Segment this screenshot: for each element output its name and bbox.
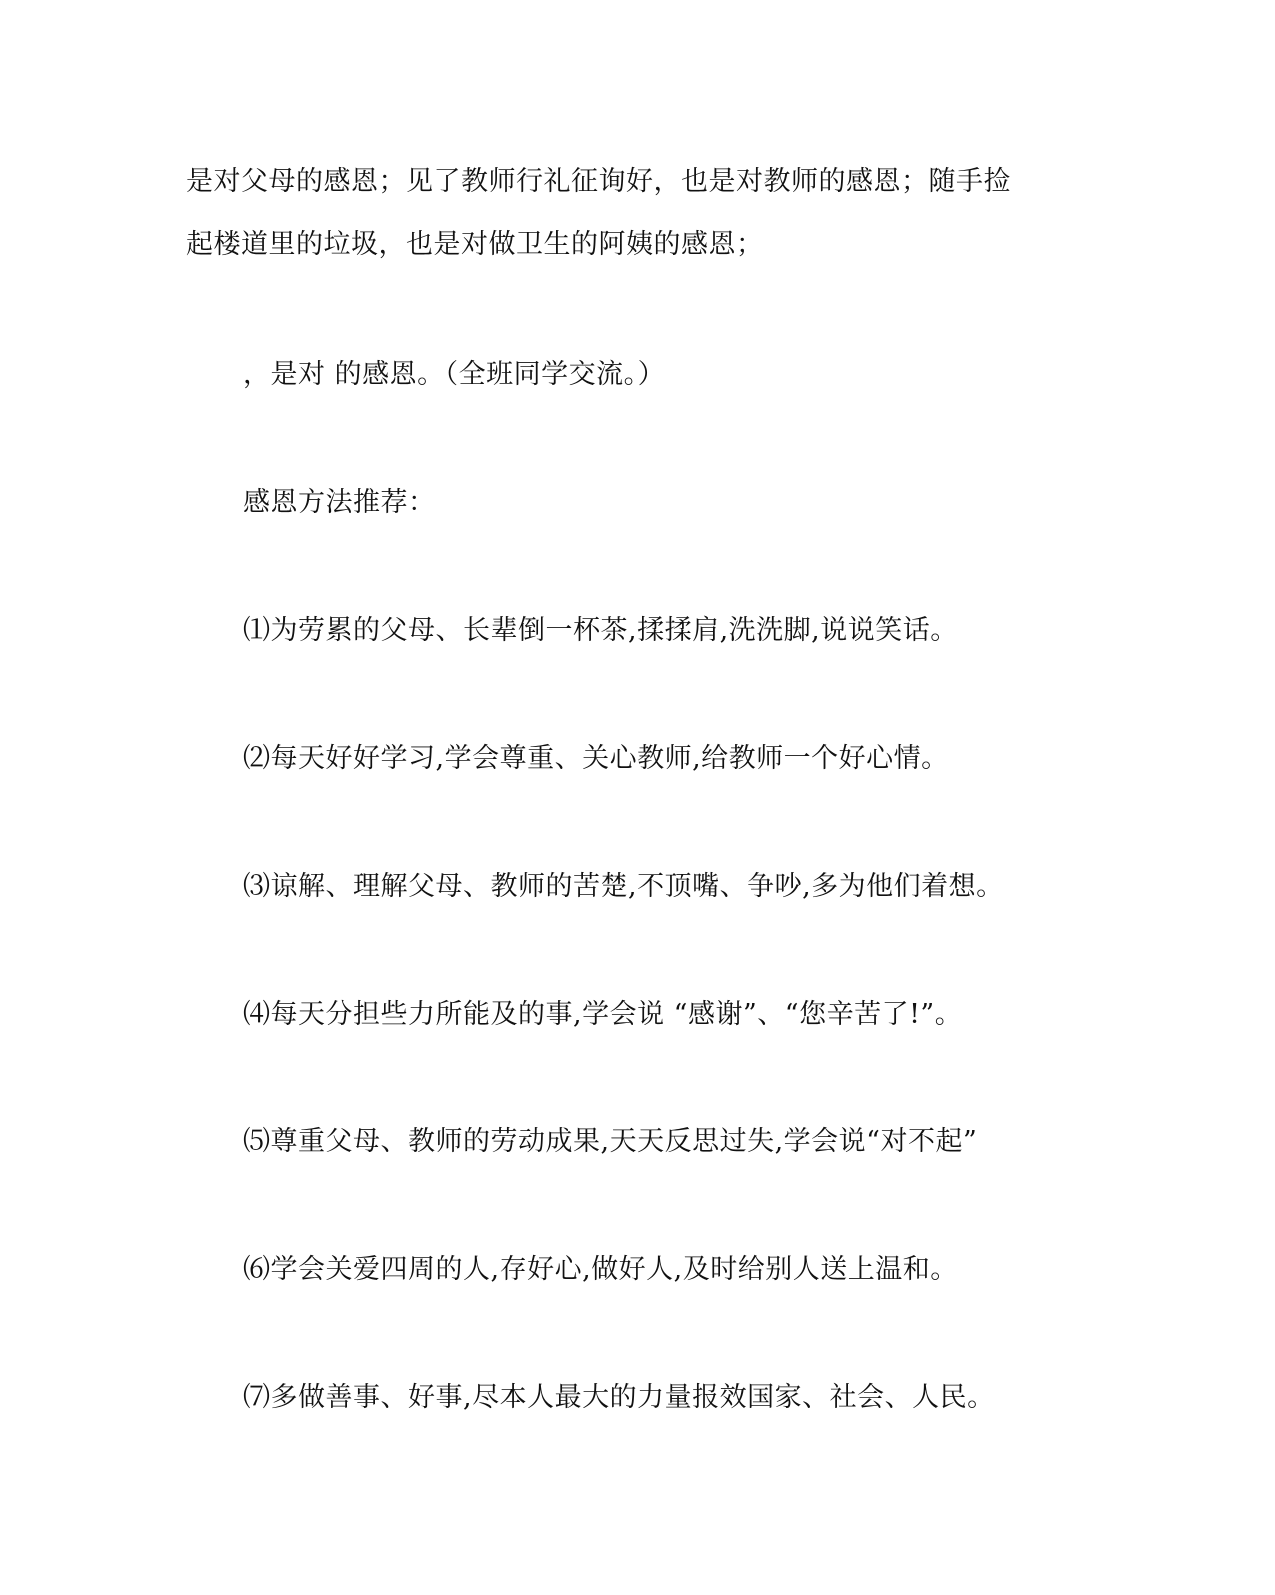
method-item-1: ⑴为劳累的父母、长辈倒一杯茶,揉揉肩,洗洗脚,说说笑话。 (243, 615, 958, 646)
method-item-7: ⑺多做善事、好事,尽本人最大的力量报效国家、社会、人民。 (243, 1382, 995, 1413)
fill-in-line: ，是对 的感恩。（全班同学交流。） (243, 359, 666, 390)
paragraph-line-2: 起楼道里的垃圾，也是对做卫生的阿姨的感恩； (186, 229, 764, 260)
method-item-2: ⑵每天好好学习,学会尊重、关心教师,给教师一个好心情。 (243, 743, 949, 774)
method-item-4: ⑷每天分担些力所能及的事,学会说 “感谢”、“您辛苦了!”。 (243, 999, 963, 1030)
method-item-5: ⑸尊重父母、教师的劳动成果,天天反思过失,学会说“对不起” (243, 1126, 978, 1157)
method-item-6: ⑹学会关爱四周的人,存好心,做好人,及时给别人送上温和。 (243, 1254, 958, 1285)
methods-heading: 感恩方法推荐： (243, 487, 436, 518)
method-item-3: ⑶谅解、理解父母、教师的苦楚,不顶嘴、争吵,多为他们着想。 (243, 871, 1004, 902)
paragraph-line-1: 是对父母的感恩；见了教师行礼征询好，也是对教师的感恩；随手捡 (186, 166, 1011, 197)
